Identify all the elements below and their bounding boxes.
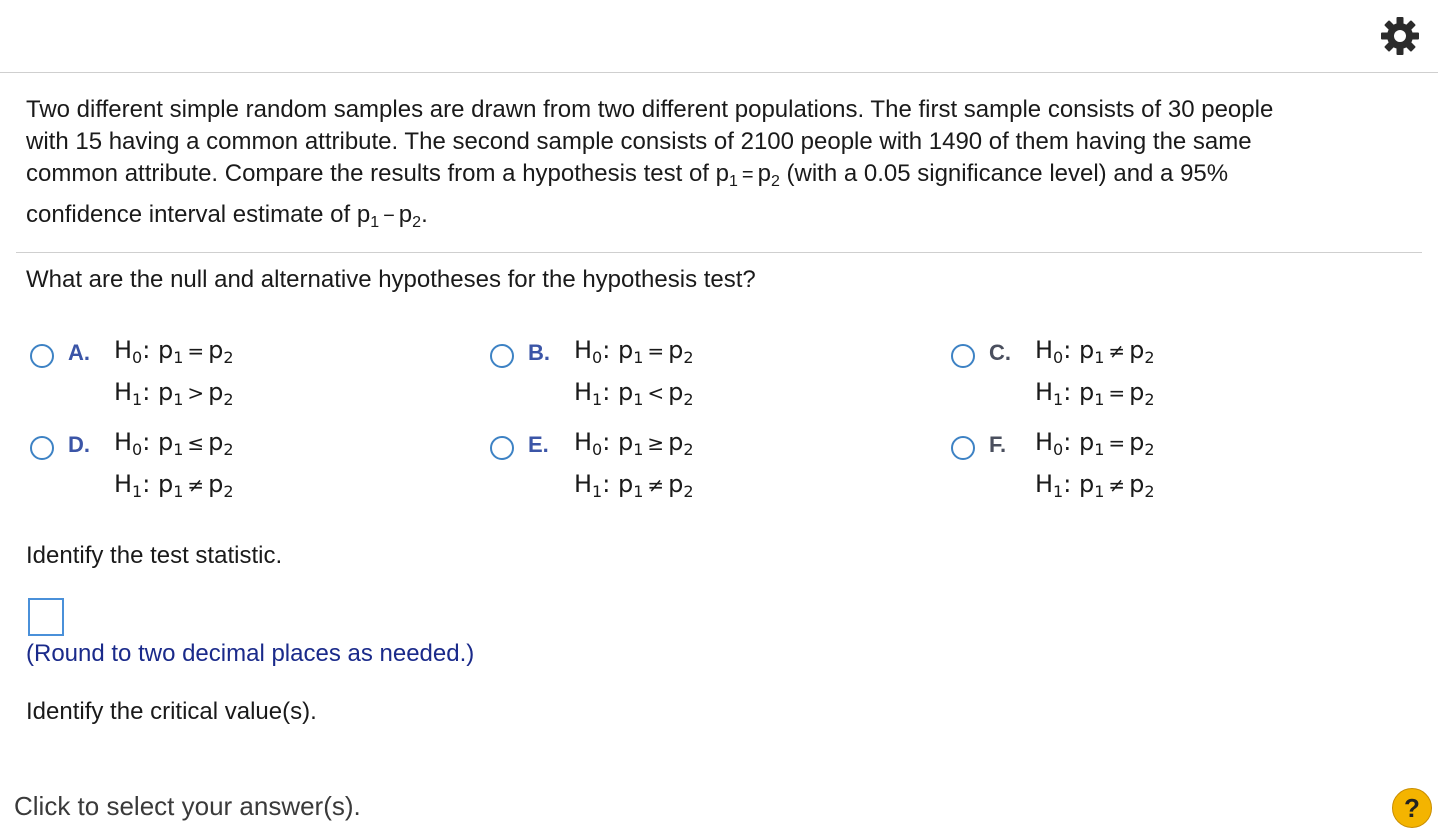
header-divider (0, 72, 1438, 73)
option-e-alt-hypothesis: $H_1$: $p_1 \ne p_2$ (574, 470, 694, 501)
option-f-radio[interactable] (951, 436, 975, 460)
problem-statement (26, 94, 1406, 232)
option-f-label: F. (989, 432, 1007, 457)
option-c-null-hypothesis: $H_0$: $p_1 \ne p_2$ (1035, 336, 1155, 367)
option-a-null-hypothesis: $H_0$: $p_1 = p_2$ (114, 336, 234, 367)
help-button[interactable]: ? (1392, 788, 1432, 828)
option-d-radio[interactable] (30, 436, 54, 460)
option-d[interactable] (30, 428, 360, 542)
option-a-radio[interactable] (30, 344, 54, 368)
option-e-radio[interactable] (490, 436, 514, 460)
option-e[interactable] (490, 428, 820, 542)
option-f-null-hypothesis: $H_0$: $p_1 = p_2$ (1035, 428, 1155, 459)
option-c-alt-hypothesis: $H_1$: $p_1 = p_2$ (1035, 378, 1155, 409)
option-c-label: C. (989, 340, 1011, 365)
option-f-alt-hypothesis: $H_1$: $p_1 \ne p_2$ (1035, 470, 1155, 501)
option-d-alt-hypothesis: $H_1$: $p_1 \ne p_2$ (114, 470, 234, 501)
option-b-label: B. (528, 340, 550, 365)
gear-icon[interactable] (1378, 14, 1422, 58)
rounding-note: (Round to two decimal places as needed.) (26, 640, 475, 667)
question-text: What are the null and alternative hypotheses for the hypothesis test? (26, 266, 756, 293)
critical-values-label: Identify the critical value(s). (26, 698, 317, 725)
option-d-label: D. (68, 432, 90, 457)
problem-line-4: confidence interval estimate of $p_1 - p_2$. (26, 201, 428, 231)
option-e-null-hypothesis: $H_0$: $p_1 \ge p_2$ (574, 428, 694, 459)
option-b-null-hypothesis: $H_0$: $p_1 = p_2$ (574, 336, 694, 367)
option-a-label: A. (68, 340, 90, 365)
option-f[interactable] (951, 428, 1281, 542)
test-statistic-label: Identify the test statistic. (26, 542, 283, 569)
option-a-alt-hypothesis: $H_1$: $p_1 > p_2$ (114, 378, 234, 409)
option-d-null-hypothesis: $H_0$: $p_1 \le p_2$ (114, 428, 234, 459)
option-c-radio[interactable] (951, 344, 975, 368)
option-e-label: E. (528, 432, 549, 457)
problem-line-1: Two different simple random samples are drawn from two different populations. The first sample consists of 30 people (26, 96, 1274, 123)
test-statistic-input[interactable] (28, 598, 64, 636)
footer-instruction: Click to select your answer(s). (14, 791, 361, 821)
option-b-radio[interactable] (490, 344, 514, 368)
problem-line-3: common attribute. Compare the results from a hypothesis test of $p_1 = p_2$ (with a 0.05 significance level) and a 95% (26, 160, 1229, 190)
option-b-alt-hypothesis: $H_1$: $p_1 < p_2$ (574, 378, 694, 409)
section-divider (16, 252, 1422, 253)
problem-line-2: with 15 having a common attribute. The second sample consists of 2100 people with 1490 of them having the same (26, 128, 1252, 155)
